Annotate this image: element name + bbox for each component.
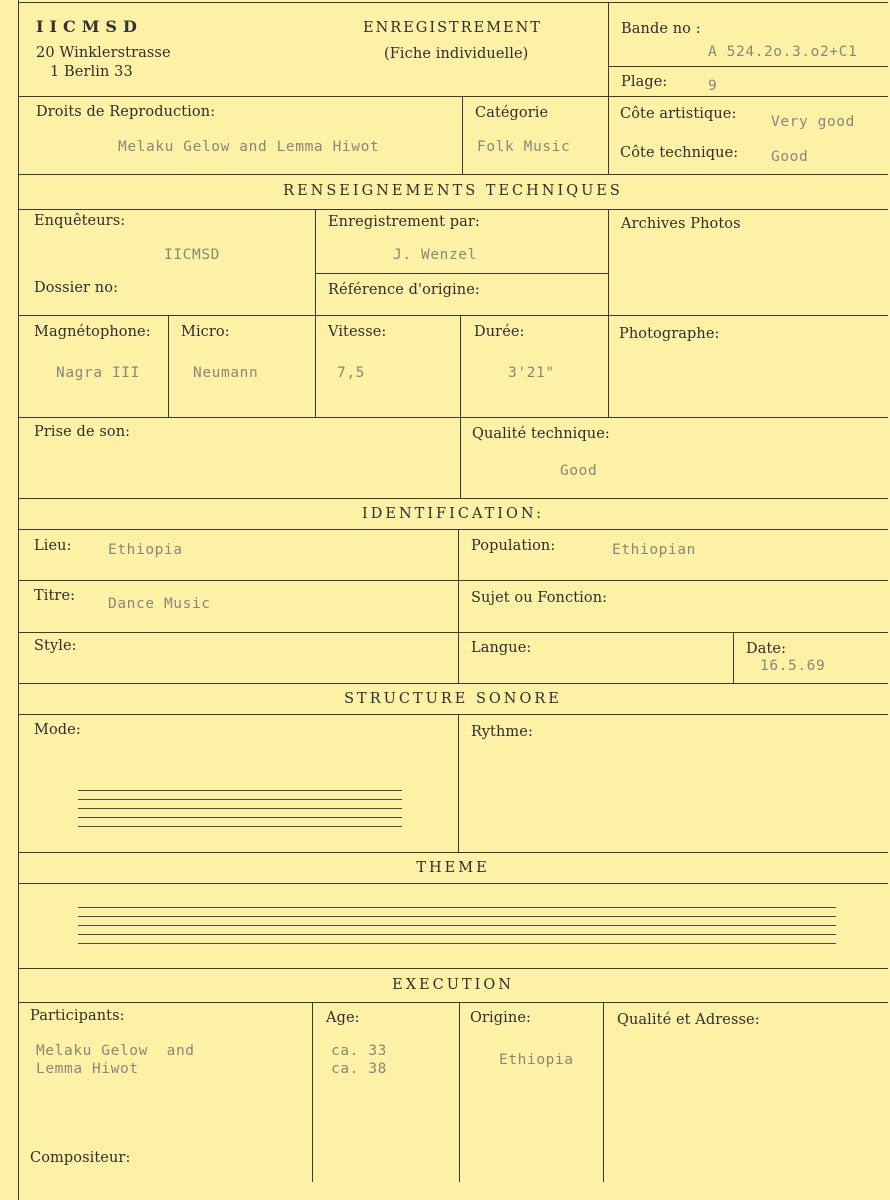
theme-staff-line bbox=[78, 943, 836, 944]
magnetophone-value: Nagra III bbox=[56, 365, 140, 381]
execution-section-title: EXECUTION bbox=[392, 977, 514, 993]
plage-value: 9 bbox=[708, 78, 718, 94]
divider bbox=[18, 174, 888, 175]
rythme-label: Rythme: bbox=[471, 724, 533, 740]
divider bbox=[460, 315, 461, 417]
divider bbox=[608, 2, 609, 96]
divider bbox=[18, 1002, 888, 1003]
divider bbox=[18, 883, 888, 884]
divider bbox=[18, 968, 888, 969]
date-label: Date: bbox=[746, 641, 787, 657]
theme-section-title: THEME bbox=[416, 860, 490, 876]
bande-label: Bande no : bbox=[621, 21, 701, 37]
divider bbox=[608, 96, 609, 174]
vitesse-value: 7,5 bbox=[337, 365, 365, 381]
divider bbox=[18, 852, 888, 853]
dossier-label: Dossier no: bbox=[34, 280, 119, 296]
address-line-1: 20 Winklerstrasse bbox=[36, 45, 171, 61]
enregistrement-par-value: J. Wenzel bbox=[393, 247, 477, 263]
titre-value: Dance Music bbox=[108, 596, 211, 612]
date-value: 16.5.69 bbox=[760, 658, 826, 674]
mode-staff-line bbox=[78, 799, 402, 800]
theme-staff-line bbox=[78, 916, 836, 917]
divider bbox=[18, 315, 888, 316]
duree-value: 3'21" bbox=[508, 365, 555, 381]
divider bbox=[18, 714, 888, 715]
theme-staff-line bbox=[78, 925, 836, 926]
divider bbox=[460, 417, 461, 498]
mode-staff-line bbox=[78, 826, 402, 827]
divider bbox=[18, 580, 888, 581]
origine-label: Origine: bbox=[470, 1010, 531, 1026]
divider bbox=[18, 529, 888, 530]
lieu-label: Lieu: bbox=[34, 538, 72, 554]
divider bbox=[733, 632, 734, 683]
technical-section-title: RENSEIGNEMENTS TECHNIQUES bbox=[283, 183, 623, 199]
divider bbox=[168, 315, 169, 417]
vitesse-label: Vitesse: bbox=[328, 324, 387, 340]
compositeur-label: Compositeur: bbox=[30, 1150, 131, 1166]
archives-photos-label: Archives Photos bbox=[621, 216, 741, 232]
document-title: ENREGISTREMENT bbox=[363, 20, 542, 36]
document-subtitle: (Fiche individuelle) bbox=[384, 46, 529, 62]
divider bbox=[315, 273, 608, 274]
langue-label: Langue: bbox=[471, 640, 532, 656]
participants-label: Participants: bbox=[30, 1008, 125, 1024]
cote-technique-value: Good bbox=[771, 149, 809, 165]
mode-staff-line bbox=[78, 790, 402, 791]
divider bbox=[603, 1002, 604, 1182]
divider bbox=[462, 96, 463, 174]
divider bbox=[315, 209, 316, 417]
prise-de-son-label: Prise de son: bbox=[34, 424, 131, 440]
theme-staff-line bbox=[78, 934, 836, 935]
divider bbox=[18, 498, 888, 499]
theme-staff-line bbox=[78, 907, 836, 908]
divider bbox=[18, 417, 888, 418]
divider bbox=[458, 529, 459, 683]
cote-artistique-value: Very good bbox=[771, 114, 855, 130]
categorie-value: Folk Music bbox=[477, 139, 571, 155]
enqueteurs-label: Enquêteurs: bbox=[34, 213, 126, 229]
categorie-label: Catégorie bbox=[475, 105, 549, 121]
age-2: ca. 38 bbox=[331, 1061, 387, 1077]
divider bbox=[459, 1002, 460, 1182]
institute-logo: IICMSD bbox=[36, 17, 143, 36]
top-border bbox=[18, 2, 888, 3]
divider bbox=[608, 66, 888, 67]
magnetophone-label: Magnétophone: bbox=[34, 324, 151, 340]
mode-label: Mode: bbox=[34, 722, 81, 738]
qualite-technique-value: Good bbox=[560, 463, 598, 479]
population-label: Population: bbox=[471, 538, 556, 554]
mode-staff-line bbox=[78, 817, 402, 818]
mode-staff-line bbox=[78, 808, 402, 809]
divider bbox=[18, 632, 888, 633]
cote-artistique-label: Côte artistique: bbox=[620, 106, 737, 122]
micro-label: Micro: bbox=[181, 324, 230, 340]
left-border bbox=[18, 0, 19, 1200]
cote-technique-label: Côte technique: bbox=[620, 145, 739, 161]
enqueteurs-value: IICMSD bbox=[164, 247, 220, 263]
age-1: ca. 33 bbox=[331, 1043, 387, 1059]
age-label: Age: bbox=[326, 1010, 360, 1026]
style-label: Style: bbox=[34, 638, 77, 654]
droits-label: Droits de Reproduction: bbox=[36, 104, 216, 120]
origine-value: Ethiopia bbox=[499, 1052, 574, 1068]
lieu-value: Ethiopia bbox=[108, 542, 183, 558]
identification-section-title: IDENTIFICATION: bbox=[362, 506, 544, 522]
divider bbox=[18, 683, 888, 684]
micro-value: Neumann bbox=[193, 365, 259, 381]
address-line-2: 1 Berlin 33 bbox=[50, 64, 133, 80]
structure-section-title: STRUCTURE SONORE bbox=[344, 691, 562, 707]
droits-value: Melaku Gelow and Lemma Hiwot bbox=[118, 139, 380, 155]
reference-label: Référence d'origine: bbox=[328, 282, 480, 298]
plage-label: Plage: bbox=[621, 74, 668, 90]
divider bbox=[312, 1002, 313, 1182]
participant-1: Melaku Gelow and bbox=[36, 1043, 195, 1059]
participant-2: Lemma Hiwot bbox=[36, 1061, 139, 1077]
divider bbox=[458, 714, 459, 852]
titre-label: Titre: bbox=[34, 588, 76, 604]
qualite-adresse-label: Qualité et Adresse: bbox=[617, 1012, 760, 1028]
sujet-label: Sujet ou Fonction: bbox=[471, 590, 608, 606]
duree-label: Durée: bbox=[474, 324, 525, 340]
divider bbox=[608, 209, 609, 417]
population-value: Ethiopian bbox=[612, 542, 696, 558]
photographe-label: Photographe: bbox=[619, 326, 720, 342]
divider bbox=[18, 96, 888, 97]
bande-value: A 524.2o.3.o2+C1 bbox=[708, 44, 858, 60]
qualite-technique-label: Qualité technique: bbox=[472, 426, 610, 442]
divider bbox=[18, 209, 888, 210]
enregistrement-par-label: Enregistrement par: bbox=[328, 214, 480, 230]
